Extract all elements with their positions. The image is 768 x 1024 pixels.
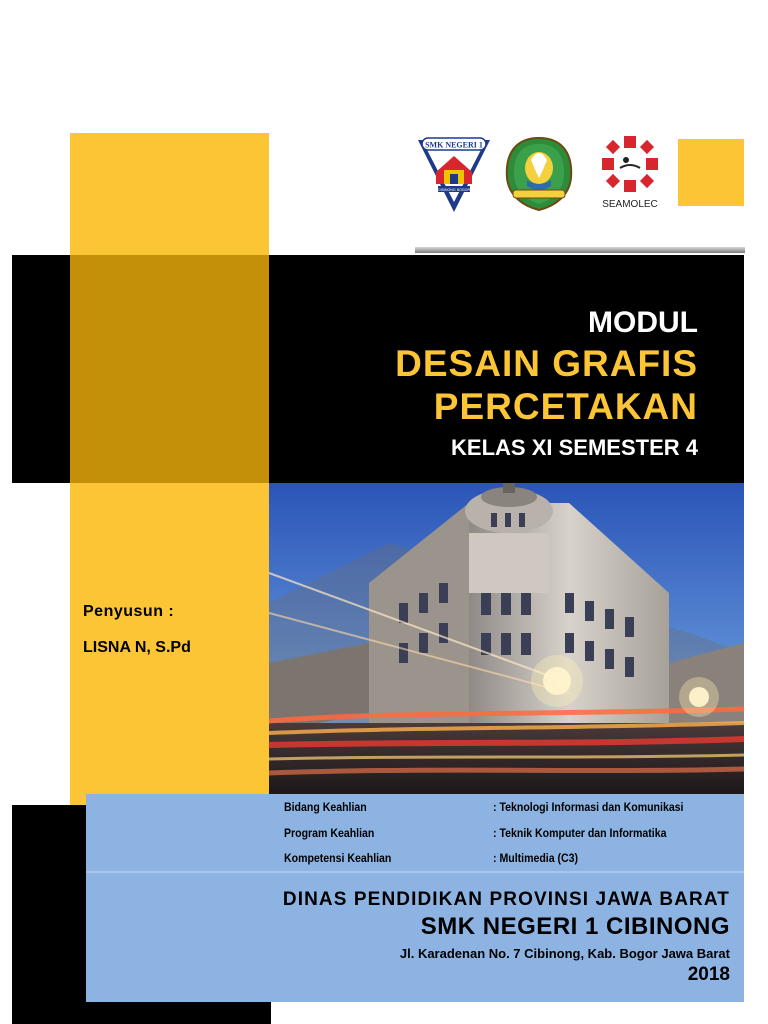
title-percetakan: PERCETAKAN [433,386,698,427]
title-desain-grafis: DESAIN GRAFIS [395,343,698,384]
yellow-square [678,139,744,206]
jawa-barat-emblem [499,134,579,214]
info-label-bidang: Bidang Keahlian [284,800,367,814]
smk-logo-bottom-text: CIBINONG BOGOR [437,188,471,192]
gold-overlap-block [70,255,269,483]
school-address: Jl. Karadenan No. 7 Cibinong, Kab. Bogor Jawa Barat [399,946,730,961]
school-name: SMK NEGERI 1 CIBINONG [420,913,730,940]
info-value-kompetensi: : Multimedia (C3) [493,851,579,865]
divider-line [415,247,745,253]
seamolec-text: SEAMOLEC [602,199,658,210]
info-value-program: : Teknik Komputer dan Informatika [493,826,667,840]
smk-negeri-1-logo [414,134,494,214]
author-label: Penyusun : [83,603,175,620]
info-panel-divider [86,871,744,873]
publication-year: 2018 [687,964,730,985]
info-value-bidang: : Teknologi Informasi dan Komunikasi [493,800,684,814]
info-label-kompetensi: Kompetensi Keahlian [284,851,392,865]
author-name: LISNA N, S.Pd [83,639,191,656]
smk-logo-top-text: SMK NEGERI 1 [425,140,483,150]
institution-name: DINAS PENDIDIKAN PROVINSI JAWA BARAT [282,889,730,910]
class-semester-subtitle: KELAS XI SEMESTER 4 [451,435,698,460]
info-label-program: Program Keahlian [284,826,375,840]
seamolec-logo [590,134,670,214]
cover-photo-building [269,483,744,795]
title-modul: MODUL [588,306,698,339]
